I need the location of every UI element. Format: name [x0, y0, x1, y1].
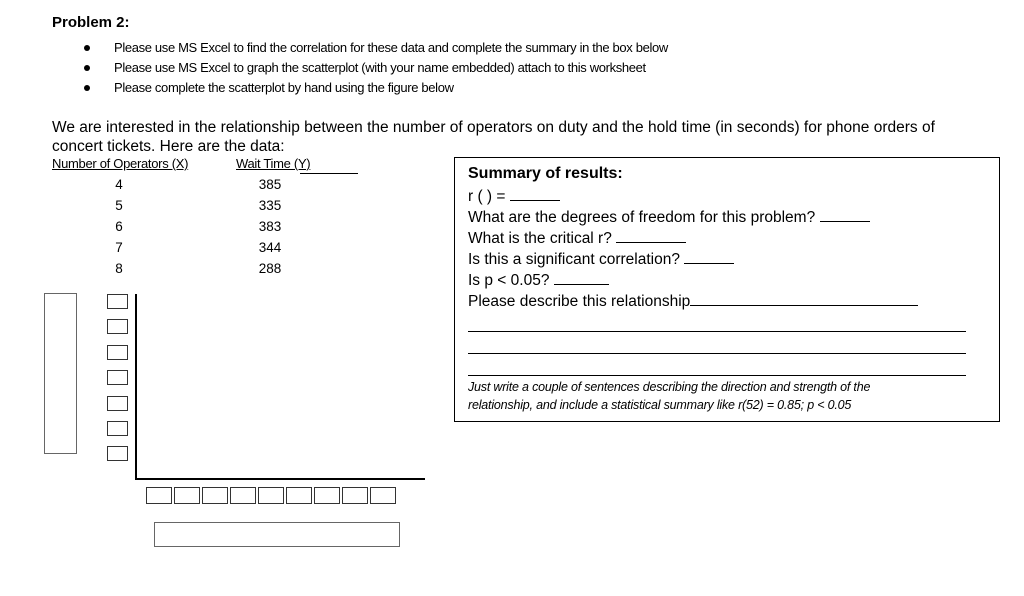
- x-tick-label-box[interactable]: [286, 487, 312, 504]
- bullet-icon: [84, 65, 90, 71]
- y-tick-label-box[interactable]: [107, 319, 128, 334]
- table-cell-x: 6: [115, 219, 123, 234]
- critical-r-blank[interactable]: [616, 229, 686, 243]
- answer-line[interactable]: [468, 375, 966, 376]
- note-line-1: Just write a couple of sentences describing the direction and strength of the: [468, 380, 871, 394]
- y-tick-label-box[interactable]: [107, 396, 128, 411]
- instruction-text: Please complete the scatterplot by hand using the figure below: [114, 80, 454, 95]
- summary-heading: Summary of results:: [468, 165, 623, 182]
- y-tick-label-box[interactable]: [107, 294, 128, 309]
- r-blank[interactable]: [510, 187, 560, 201]
- table-cell-y: 288: [258, 261, 282, 276]
- df-blank[interactable]: [820, 208, 870, 222]
- y-axis-line: [135, 294, 137, 479]
- x-tick-label-box[interactable]: [258, 487, 284, 504]
- x-axis-line: [135, 478, 425, 480]
- describe-label: Please describe this relationship: [468, 293, 691, 310]
- r-label: r ( ) =: [468, 188, 506, 205]
- p-label: Is p < 0.05?: [468, 272, 550, 289]
- describe-blank[interactable]: [690, 292, 918, 306]
- note-line-2: relationship, and include a statistical summary like r(52) = 0.85; p < 0.05: [468, 398, 852, 412]
- column-header-y: Wait Time (Y): [236, 156, 311, 171]
- answer-line[interactable]: [468, 353, 966, 354]
- df-line: [468, 208, 870, 227]
- instruction-text: Please use MS Excel to graph the scatterplot (with your name embedded) attach to this worksheet: [114, 60, 646, 75]
- significant-blank[interactable]: [684, 250, 734, 264]
- table-cell-y: 383: [258, 219, 282, 234]
- y-tick-label-box[interactable]: [107, 370, 128, 385]
- table-cell-x: 8: [115, 261, 123, 276]
- header-underline: [300, 173, 358, 174]
- column-header-x: Number of Operators (X): [52, 156, 189, 171]
- table-cell-y: 385: [258, 177, 282, 192]
- y-tick-label-box[interactable]: [107, 345, 128, 360]
- x-tick-label-box[interactable]: [146, 487, 172, 504]
- table-cell-x: 7: [115, 240, 123, 255]
- y-tick-label-box[interactable]: [107, 446, 128, 461]
- x-tick-label-box[interactable]: [370, 487, 396, 504]
- y-axis-title-box[interactable]: [44, 293, 77, 454]
- p-blank[interactable]: [554, 271, 609, 285]
- table-cell-y: 344: [258, 240, 282, 255]
- x-axis-title-box[interactable]: [154, 522, 400, 547]
- p-line: [468, 271, 609, 290]
- answer-line[interactable]: [468, 331, 966, 332]
- significant-line: [468, 250, 734, 269]
- significant-label: Is this a significant correlation?: [468, 251, 680, 268]
- x-tick-label-box[interactable]: [314, 487, 340, 504]
- table-cell-x: 5: [115, 198, 123, 213]
- r-line: [468, 187, 560, 206]
- x-tick-label-box[interactable]: [202, 487, 228, 504]
- x-tick-label-box[interactable]: [230, 487, 256, 504]
- x-tick-label-box[interactable]: [342, 487, 368, 504]
- y-tick-label-box[interactable]: [107, 421, 128, 436]
- instruction-text: Please use MS Excel to find the correlation for these data and complete the summary in the box below: [114, 40, 668, 55]
- describe-line: [468, 292, 918, 311]
- df-label: What are the degrees of freedom for this problem?: [468, 209, 816, 226]
- critical-r-label: What is the critical r?: [468, 230, 612, 247]
- x-tick-label-box[interactable]: [174, 487, 200, 504]
- bullet-icon: [84, 45, 90, 51]
- table-cell-y: 335: [258, 198, 282, 213]
- bullet-icon: [84, 85, 90, 91]
- problem-title: Problem 2:: [52, 14, 130, 31]
- intro-paragraph: We are interested in the relationship between the number of operators on duty and the hold time (in seconds) for phone orders of concert tickets. Here are the data:: [52, 119, 935, 155]
- table-cell-x: 4: [115, 177, 123, 192]
- critical-r-line: [468, 229, 686, 248]
